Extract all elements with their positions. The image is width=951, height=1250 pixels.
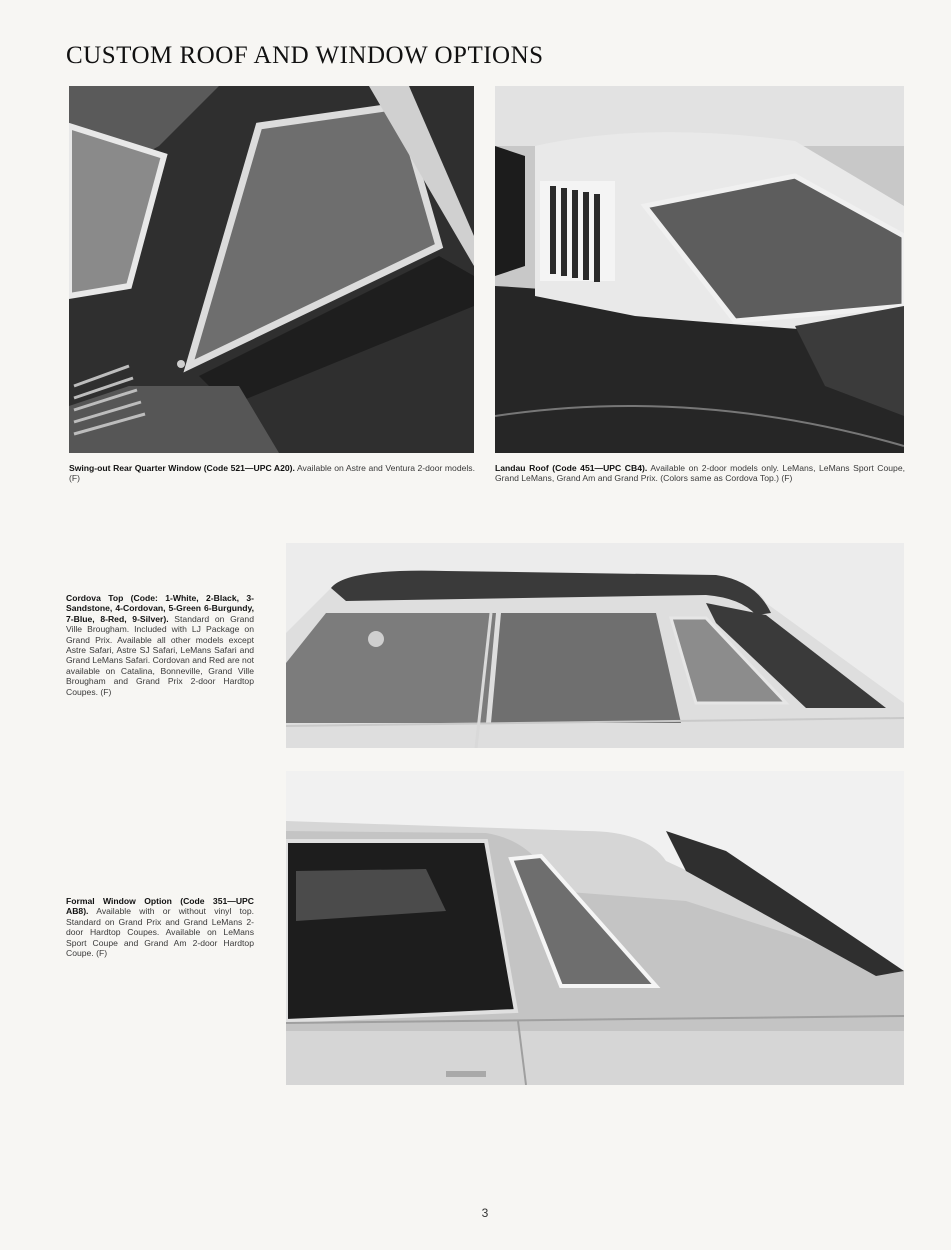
caption-cordova-top [66,593,254,697]
page-title: CUSTOM ROOF AND WINDOW OPTIONS [66,42,544,69]
caption-swing-out-window [69,463,475,484]
option-description: Available on Astre and Ventura 2-door models. (F) [69,463,475,484]
option-name: Cordova Top (Code: 1-White, 2-Black, 3-Sandstone, 4-Cordovan, 5-Green 6-Burgundy, 7-Blue, 8-Red, 9-Silver). [66,593,254,624]
option-description: Standard on Grand Ville Brougham. Included with LJ Package on Grand Prix. Available all other models except Astre Safari, Astre SJ Safari, LeMans Safari and Grand LeMans Safari. Cordovan and Red are not available on Catalina, Bonneville, Grand Ville Brougham and Grand Prix 2-door Hardtop Coupes. (F) [66,613,254,697]
option-name: Landau Roof (Code 451—UPC CB4). [495,463,648,473]
landau-roof-photo [495,86,904,453]
option-name: Formal Window Option (Code 351—UPC AB8). [66,896,254,917]
option-description: Available on 2-door models only. LeMans, LeMans Sport Coupe, Grand LeMans, Grand Am and Grand Prix. (Colors same as Cordova Top.) (F) [495,463,905,484]
option-description: Available with or without vinyl top. Standard on Grand Prix and Grand LeMans 2-door Hardtop Coupes. Available on LeMans Sport Coupe and Grand Am 2-door Hardtop Coupe. (F) [66,906,254,959]
cordova-top-photo [286,543,904,748]
formal-window-photo [286,771,904,1085]
option-name: Swing-out Rear Quarter Window (Code 521—UPC A20). [69,463,295,473]
page-number: 3 [481,1206,489,1220]
swing-out-window-photo [69,86,474,453]
caption-formal-window [66,896,254,958]
caption-landau-roof [495,463,905,484]
